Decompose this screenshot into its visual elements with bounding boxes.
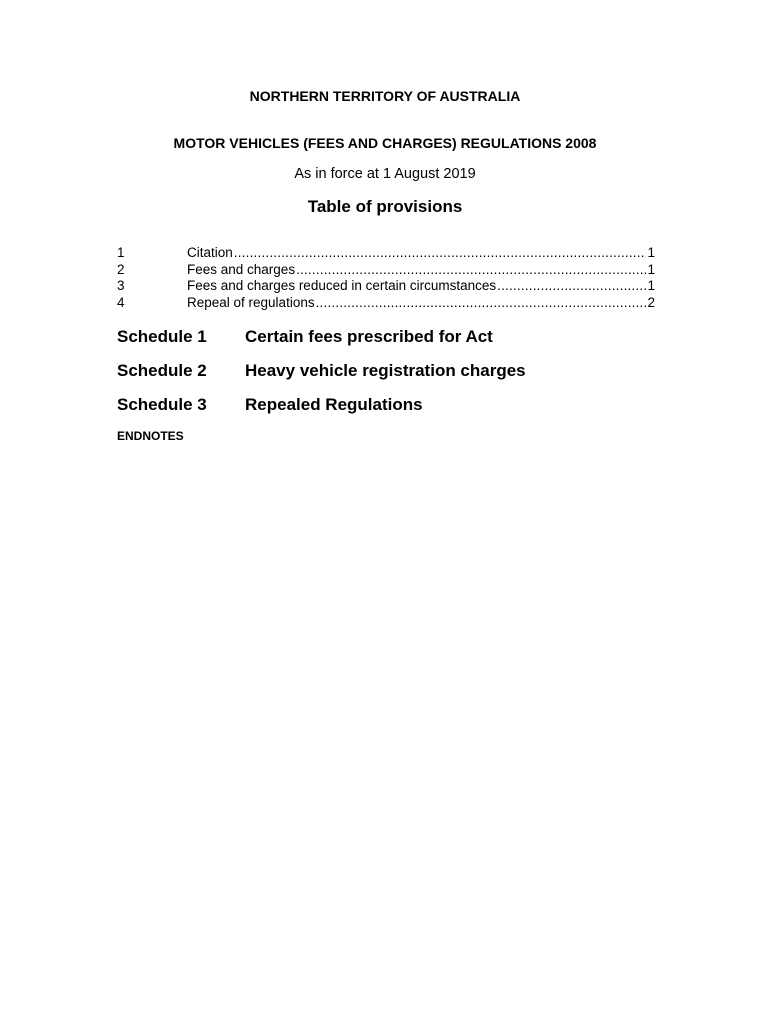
provision-title: Citation: [187, 245, 233, 260]
schedule-title: Repealed Regulations: [245, 395, 423, 414]
document-title: MOTOR VEHICLES (FEES AND CHARGES) REGULATIONS 2008: [173, 135, 597, 151]
schedule-label: Schedule 1: [117, 327, 207, 346]
jurisdiction-heading: NORTHERN TERRITORY OF AUSTRALIA: [249, 88, 521, 104]
toc-entry-schedule-1[interactable]: [117, 326, 677, 360]
provision-title: Repeal of regulations: [187, 295, 315, 311]
provisions-list: [117, 245, 655, 312]
schedule-label: Schedule 2: [117, 361, 207, 380]
provision-number: 2: [117, 261, 125, 277]
provision-number: 1: [117, 245, 125, 260]
toc-entry-fees-and-charges[interactable]: [117, 262, 655, 279]
schedule-label: Schedule 3: [117, 395, 207, 414]
dot-leader: [316, 295, 647, 312]
provision-page: 2: [647, 295, 655, 311]
schedule-title: Heavy vehicle registration charges: [245, 361, 526, 380]
provision-number: 4: [117, 295, 125, 311]
toc-entry-reduced-fees[interactable]: [117, 278, 655, 295]
provision-page: 1: [647, 245, 655, 260]
dot-leader: [296, 262, 646, 279]
toc-heading: Table of provisions: [307, 197, 463, 216]
toc-entry-schedule-2[interactable]: [117, 360, 677, 394]
provision-number: 3: [117, 278, 125, 294]
toc-entry-repeal[interactable]: [117, 295, 655, 312]
toc-entry-citation[interactable]: [117, 245, 655, 262]
dot-leader: [234, 245, 647, 262]
schedule-title: Certain fees prescribed for Act: [245, 327, 493, 346]
provision-title: Fees and charges reduced in certain circumstances: [187, 278, 497, 294]
schedules-list: [117, 326, 677, 428]
toc-entry-schedule-3[interactable]: [117, 394, 677, 428]
toc-entry-endnotes[interactable]: ENDNOTES: [117, 429, 184, 443]
dot-leader: [497, 278, 646, 295]
in-force-date: As in force at 1 August 2019: [294, 166, 476, 182]
provision-title: Fees and charges: [187, 261, 296, 277]
provision-page: 1: [647, 261, 655, 277]
provision-page: 1: [647, 278, 655, 294]
